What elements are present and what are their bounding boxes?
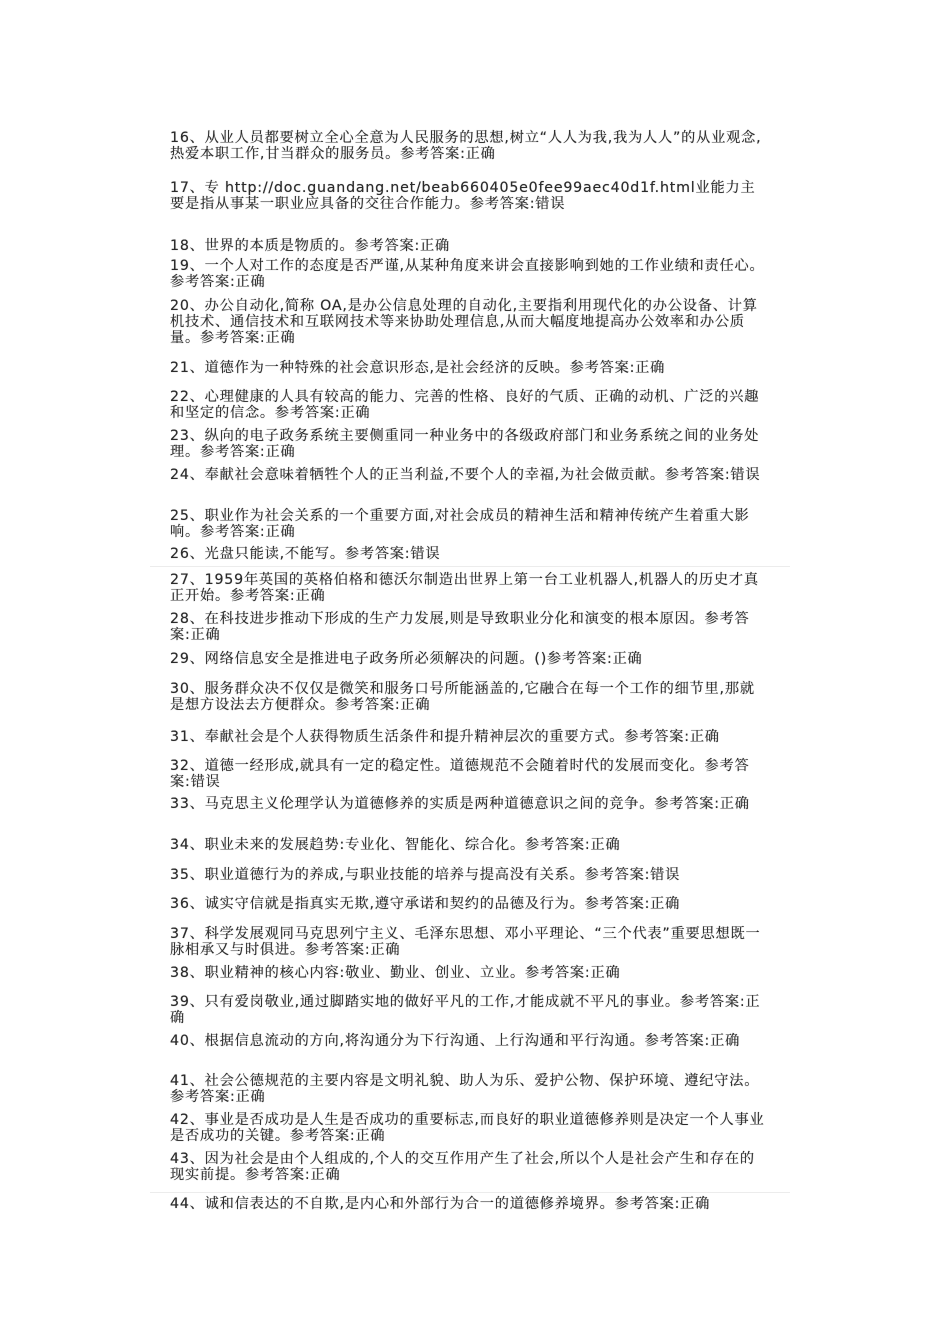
question-16: 16、从业人员都要树立全心全意为人民服务的思想,树立“人人为我,我为人人”的从业观念,热爱本职工作,甘当群众的服务员。参考答案:正确 (170, 130, 762, 162)
question-28: 28、在科技进步推动下形成的生产力发展,则是导致职业分化和演变的根本原因。参考答案:正确 (170, 611, 750, 643)
question-19: 19、一个人对工作的态度是否严谨,从某种角度来讲会直接影响到她的工作业绩和责任心。参考答案:正确 (170, 258, 765, 290)
question-35: 35、职业道德行为的养成,与职业技能的培养与提高没有关系。参考答案:错误 (170, 867, 681, 883)
question-27: 27、1959年英国的英格伯格和德沃尔制造出世界上第一台工业机器人,机器人的历史才真正开始。参考答案:正确 (170, 572, 759, 604)
page-divider (150, 566, 790, 567)
question-17: 17、专 http://doc.guandang.net/beab660405e0fee99aec40d1f.html业能力主要是指从事某一职业应具备的交往合作能力。参考答案:错误 (170, 180, 756, 212)
question-33: 33、马克思主义伦理学认为道德修养的实质是两种道德意识之间的竞争。参考答案:正确 (170, 796, 750, 812)
question-26: 26、光盘只能读,不能写。参考答案:错误 (170, 546, 441, 562)
question-37: 37、科学发展观同马克思列宁主义、毛泽东思想、邓小平理论、“三个代表”重要思想既一脉相承又与时俱进。参考答案:正确 (170, 926, 761, 958)
question-24: 24、奉献社会意味着牺牲个人的正当利益,不要个人的幸福,为社会做贡献。参考答案:错误 (170, 467, 761, 483)
question-44: 44、诚和信表达的不自欺,是内心和外部行为合一的道德修养境界。参考答案:正确 (170, 1196, 711, 1212)
question-32: 32、道德一经形成,就具有一定的稳定性。道德规范不会随着时代的发展而变化。参考答案:错误 (170, 758, 750, 790)
question-43: 43、因为社会是由个人组成的,个人的交互作用产生了社会,所以个人是社会产生和存在的现实前提。参考答案:正确 (170, 1151, 755, 1183)
question-41: 41、社会公德规范的主要内容是文明礼貌、助人为乐、爱护公物、保护环境、遵纪守法。参考答案:正确 (170, 1073, 760, 1105)
question-42: 42、事业是否成功是人生是否成功的重要标志,而良好的职业道德修养则是决定一个人事业是否成功的关键。参考答案:正确 (170, 1112, 765, 1144)
question-23: 23、纵向的电子政务系统主要侧重同一种业务中的各级政府部门和业务系统之间的业务处理。参考答案:正确 (170, 428, 760, 460)
question-31: 31、奉献社会是个人获得物质生活条件和提升精神层次的重要方式。参考答案:正确 (170, 729, 720, 745)
question-22: 22、心理健康的人具有较高的能力、完善的性格、良好的气质、正确的动机、广泛的兴趣和坚定的信念。参考答案:正确 (170, 389, 760, 421)
question-18: 18、世界的本质是物质的。参考答案:正确 (170, 238, 451, 254)
question-21: 21、道德作为一种特殊的社会意识形态,是社会经济的反映。参考答案:正确 (170, 360, 666, 376)
page-divider-2 (150, 1192, 790, 1193)
question-40: 40、根据信息流动的方向,将沟通分为下行沟通、上行沟通和平行沟通。参考答案:正确 (170, 1033, 741, 1049)
question-29: 29、网络信息安全是推进电子政务所必须解决的问题。()参考答案:正确 (170, 651, 643, 667)
question-20: 20、办公自动化,简称 OA,是办公信息处理的自动化,主要指利用现代化的办公设备、计算机技术、通信技术和互联网技术等来协助处理信息,从而大幅度地提高办公效率和办公质量。参考答案:正确 (170, 298, 758, 346)
question-34: 34、职业未来的发展趋势:专业化、智能化、综合化。参考答案:正确 (170, 837, 621, 853)
question-30: 30、服务群众决不仅仅是微笑和服务口号所能涵盖的,它融合在每一个工作的细节里,那就是想方设法去方便群众。参考答案:正确 (170, 681, 755, 713)
question-38: 38、职业精神的核心内容:敬业、勤业、创业、立业。参考答案:正确 (170, 965, 621, 981)
question-39: 39、只有爱岗敬业,通过脚踏实地的做好平凡的工作,才能成就不平凡的事业。参考答案:正确 (170, 994, 761, 1026)
question-25: 25、职业作为社会关系的一个重要方面,对社会成员的精神生活和精神传统产生着重大影响。参考答案:正确 (170, 508, 750, 540)
question-36: 36、诚实守信就是指真实无欺,遵守承诺和契约的品德及行为。参考答案:正确 (170, 896, 681, 912)
